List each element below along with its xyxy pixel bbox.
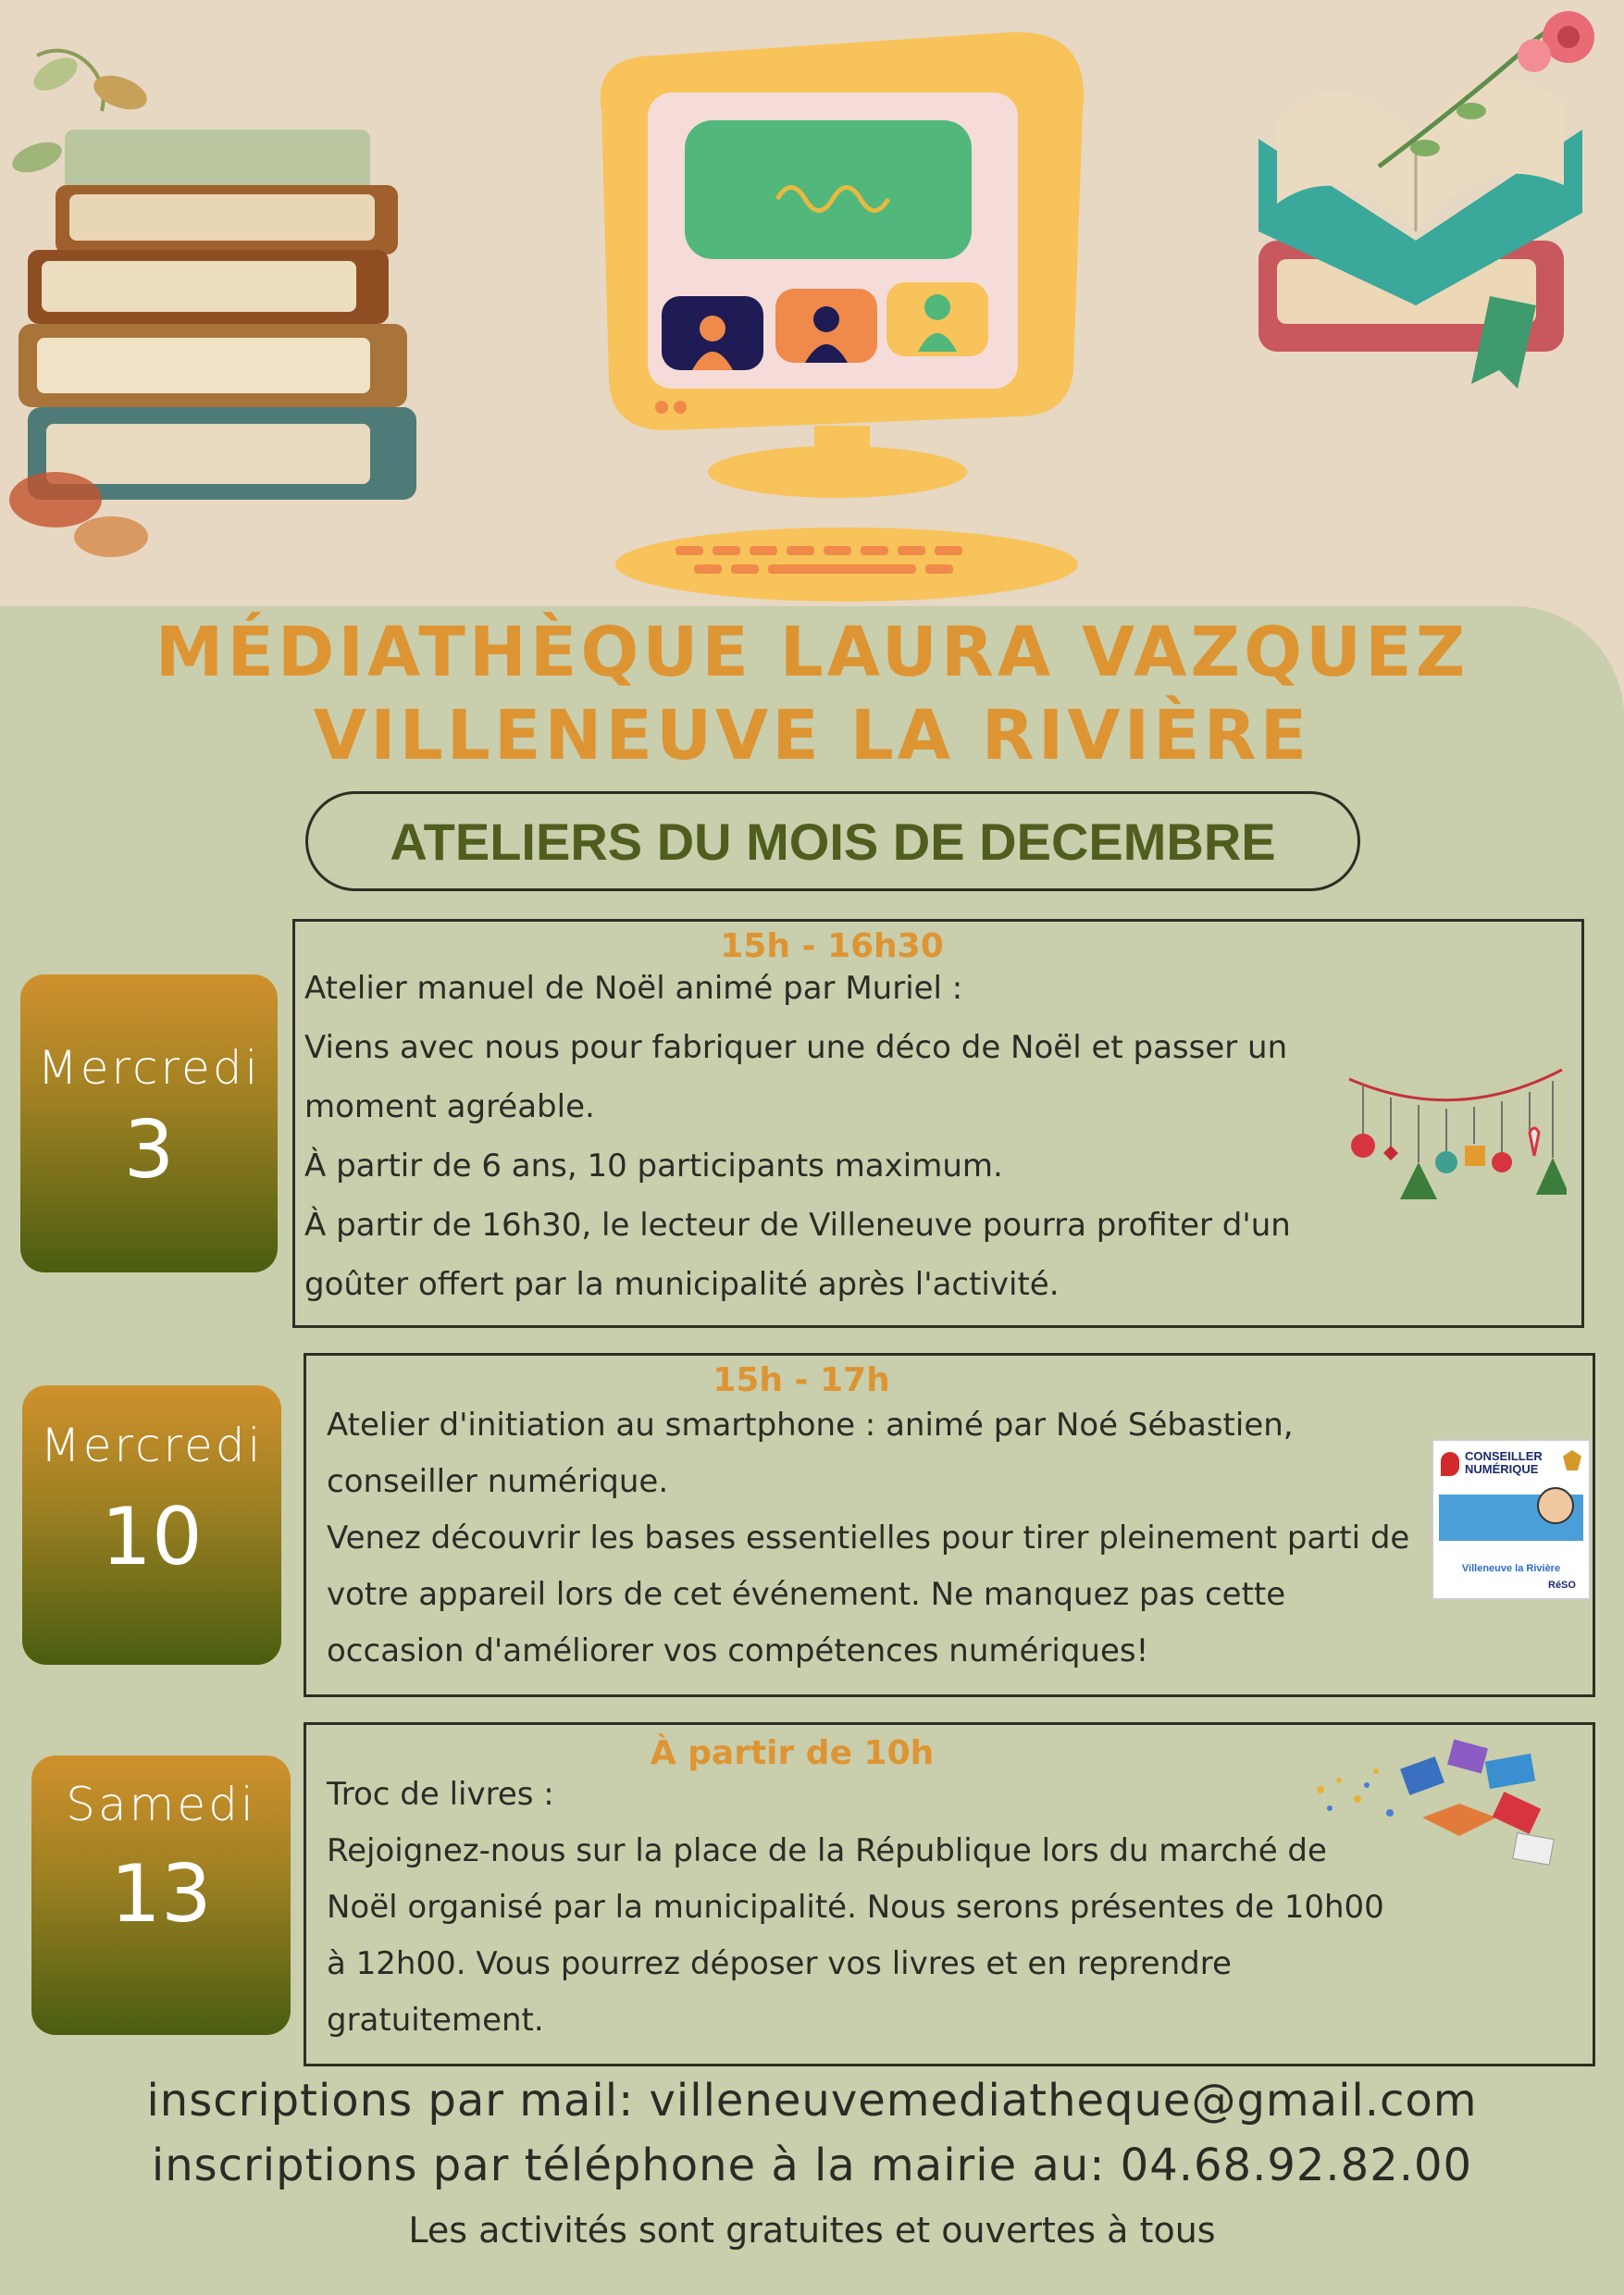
event-line: Viens avec nous pour fabriquer une déco de Noël et passer un bbox=[304, 1029, 1288, 1066]
month-subtitle: ATELIERS DU MOIS DE DECEMBRE bbox=[305, 791, 1360, 891]
event-line: Atelier manuel de Noël animé par Muriel : bbox=[304, 970, 963, 1007]
event-time: 15h - 16h30 bbox=[720, 927, 944, 965]
event-day-number: 13 bbox=[110, 1848, 212, 1941]
event-day-name: Mercredi bbox=[40, 1419, 264, 1472]
event-line: goûter offert par la municipalité après l'activité. bbox=[304, 1266, 1060, 1303]
event-day-badge bbox=[20, 974, 278, 1272]
avatar bbox=[1537, 1487, 1574, 1524]
event-day-name: Samedi bbox=[66, 1778, 256, 1831]
poster-place: Villeneuve la Rivière bbox=[1461, 1563, 1561, 1574]
flying-books-icon bbox=[1302, 1734, 1570, 1873]
event-time: À partir de 10h bbox=[650, 1734, 935, 1772]
event-description bbox=[327, 1397, 1419, 1680]
event-day-badge bbox=[22, 1385, 281, 1665]
event-card bbox=[304, 1722, 1595, 2066]
event-line: votre appareil lors de cet événement. Ne manquez pas cette bbox=[327, 1576, 1286, 1613]
event-day-badge bbox=[31, 1755, 291, 2035]
event-card bbox=[304, 1353, 1595, 1697]
open-book-illustration bbox=[1240, 0, 1601, 407]
event-line: Noël organisé par la municipalité. Nous serons présentes de 10h00 bbox=[327, 1889, 1384, 1926]
location-pin-icon bbox=[1441, 1452, 1459, 1476]
event-line: à 12h00. Vous pourrez déposer vos livres et en reprendre bbox=[327, 1945, 1232, 1982]
computer-illustration bbox=[574, 19, 1092, 602]
footer-phone: inscriptions par téléphone à la mairie au: 04.68.92.82.00 bbox=[151, 2140, 1473, 2191]
page-title-line1: MÉDIATHÈQUE LAURA VAZQUEZ bbox=[155, 613, 1469, 692]
page-title-line2: VILLENEUVE LA RIVIÈRE bbox=[313, 696, 1311, 775]
event-description bbox=[304, 959, 1378, 1314]
footer-mail: inscriptions par mail: villeneuvemediatheque@gmail.com bbox=[146, 2075, 1478, 2127]
event-line: Venez découvrir les bases essentielles pour tirer pleinement parti de bbox=[327, 1520, 1410, 1557]
poster-title: CONSEILLER NUMÉRIQUE bbox=[1465, 1449, 1543, 1476]
event-line: Rejoignez-nous sur la place de la République lors du marché de bbox=[327, 1832, 1327, 1869]
poster-brand: RéSO bbox=[1548, 1580, 1576, 1591]
event-day-number: 10 bbox=[101, 1491, 203, 1583]
event-line: occasion d'améliorer vos compétences numériques! bbox=[327, 1632, 1149, 1669]
event-time: 15h - 17h bbox=[713, 1361, 890, 1399]
book-stack-illustration bbox=[0, 19, 426, 592]
event-description bbox=[327, 1767, 1419, 2049]
event-line: Atelier d'initiation au smartphone : animé par Noé Sébastien, bbox=[327, 1407, 1294, 1444]
event-line: À partir de 6 ans, 10 participants maximum. bbox=[304, 1148, 1003, 1185]
event-line: Troc de livres : bbox=[327, 1776, 554, 1813]
crest-icon bbox=[1563, 1450, 1581, 1470]
event-card bbox=[292, 919, 1584, 1328]
footer-note: Les activités sont gratuites et ouvertes à tous bbox=[408, 2210, 1216, 2251]
event-line: conseiller numérique. bbox=[327, 1463, 669, 1500]
event-line: moment agréable. bbox=[304, 1088, 595, 1125]
event-line: À partir de 16h30, le lecteur de Villeneuve pourra profiter d'un bbox=[304, 1207, 1291, 1244]
event-line: gratuitement. bbox=[327, 2002, 544, 2039]
conseiller-numerique-poster bbox=[1432, 1439, 1591, 1600]
event-day-number: 3 bbox=[123, 1104, 175, 1197]
event-day-name: Mercredi bbox=[37, 1041, 261, 1095]
christmas-garland-icon bbox=[1345, 1061, 1567, 1218]
